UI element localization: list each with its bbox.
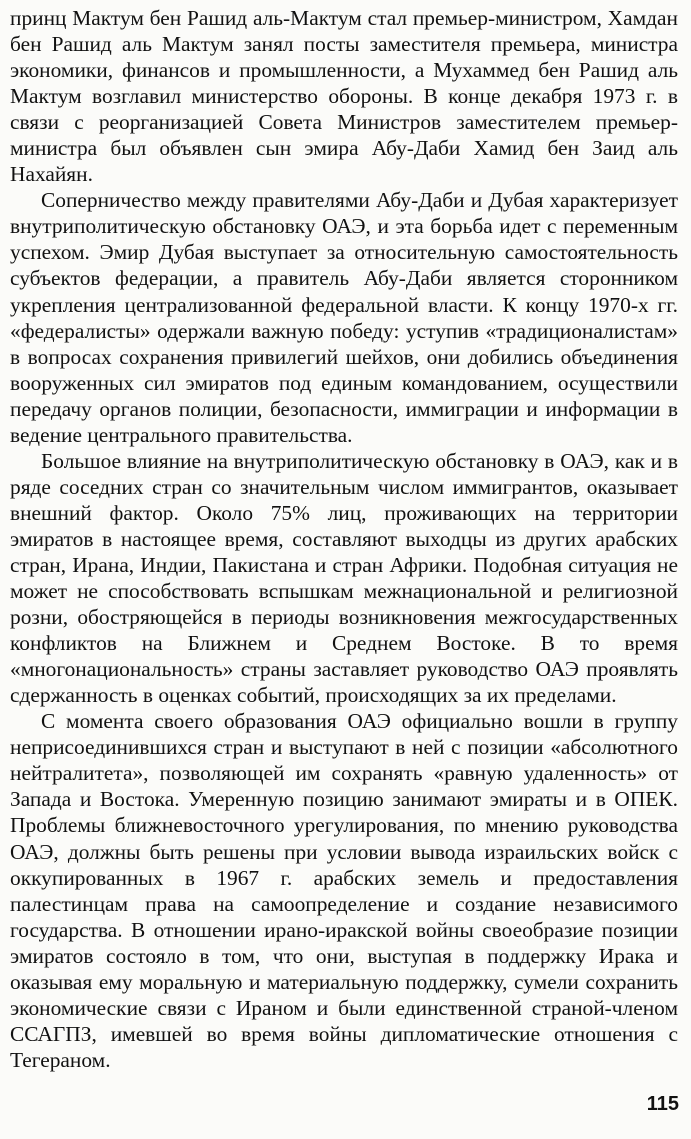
paragraph-1: принц Мактум бен Рашид аль-Мактум стал премьер-министром, Хамдан бен Рашид аль Мактум занял посты заместителя премьера, министра экономики, финансов и промышленности, а Мухаммед бен Рашид аль Мактум возглавил министерство обороны. В конце декабря 1973 г. в связи с реорганизацией Совета Министров заместителем премьер-министра был объявлен сын эмира Абу-Даби Хамид бен Заид аль Нахайян. [10, 6, 678, 187]
paragraph-4: С момента своего образования ОАЭ официально вошли в группу неприсоединившихся стран и выступают в ней с позиции «абсолютного нейтралитета», позволяющей им сохранять «равную удаленность» от Запада и Востока. Умеренную позицию занимают эмираты и в ОПЕК. Проблемы ближневосточного урегулирования, по мнению руководства ОАЭ, должны быть решены при условии вывода израильских войск с оккупированных в 1967 г. арабских земель и предоставления палестинцам права на самоопределение и создание независимого государства. В отношении ирано-иракской войны своеобразие позиции эмиратов состояло в том, что они, выступая в поддержку Ирака и оказывая ему моральную и материальную поддержку, сумели сохранить экономические связи с Ираном и были единственной страной-членом ССАГПЗ, имевшей во время войны дипломатические отношения с Тегераном. [10, 709, 678, 1072]
page-number: 115 [646, 1093, 679, 1115]
paragraph-2: Соперничество между правителями Абу-Даби и Дубая характеризует внутриполитическую обстановку ОАЭ, и эта борьба идет с переменным успехом. Эмир Дубая выступает за относительную самостоятельность субъектов федерации, а правитель Абу-Даби является сторонником укрепления централизованной федеральной власти. К концу 1970-х гг. «федералисты» одержали важную победу: уступив «традиционалистам» в вопросах сохранения привилегий шейхов, они добились объединения вооруженных сил эмиратов под единым командованием, осуществили передачу органов полиции, безопасности, иммиграции и информации в ведение центрального правительства. [10, 188, 678, 447]
paragraph-3: Большое влияние на внутриполитическую обстановку в ОАЭ, как и в ряде соседних стран со значительным числом иммигрантов, оказывает внешний фактор. Около 75% лиц, проживающих на территории эмиратов в настоящее время, составляют выходцы из других арабских стран, Ирана, Индии, Пакистана и стран Африки. Подобная ситуация не может не способствовать вспышкам межнациональной и религиозной розни, обостряющейся в периоды возникновения межгосударственных конфликтов на Ближнем и Среднем Востоке. В то время «многонациональность» страны заставляет руководство ОАЭ проявлять сдержанность в оценках событий, происходящих за их пределами. [10, 448, 678, 708]
body-text [10, 5, 678, 1073]
